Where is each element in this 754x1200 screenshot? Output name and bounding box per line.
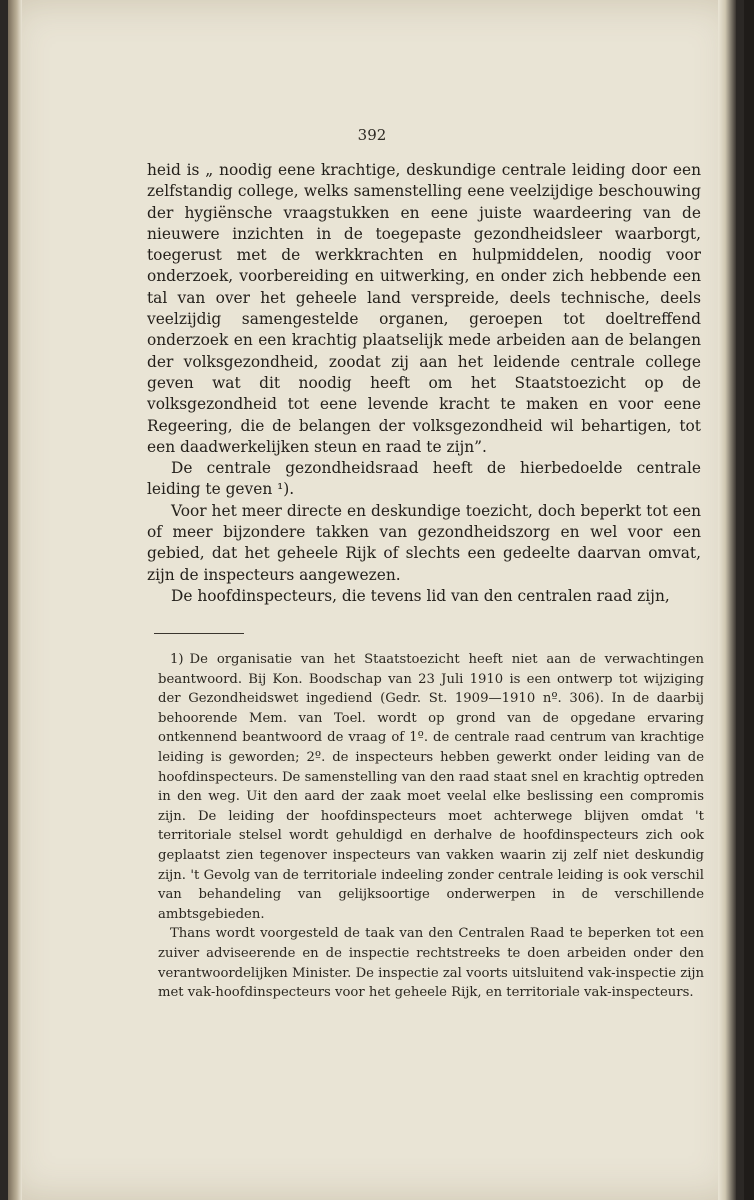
page-edge-shadow: [718, 0, 736, 1200]
scan-border: [744, 0, 754, 1200]
body-text: [147, 160, 701, 607]
page-number: 392: [357, 126, 387, 144]
footnote-text: De organisatie van het Staatstoezicht heeft niet aan de verwachtingen beantwoord. Bij Kon. Boodschap van 23 Juli 1910 is een ontwerp tot wijziging der Gezondheidswet ingediend (Gedr. St. 1909—1910 nº. 306). In de daarbij behoorende Mem. van Toel. wordt op grond van de opgedane ervaring ontkennend beantwoord de vraag of 1º. de centrale raad centrum van krachtige leiding is geworden; 2º. de inspecteurs hebben gewerkt onder leiding van de hoofdinspecteurs. De samenstelling van den raad staat snel en krachtig optreden in den weg. Uit den aard der zaak moet veelal elke beslissing een compromis zijn. De leiding der hoofdinspecteurs moet achterwege blijven omdat 't territoriale stelsel wordt gehuldigd en derhalve de hoofdinspecteurs zich ook geplaatst zien tegenover inspecteurs van vakken waarin zij zelf niet deskundig zijn. 't Gevolg van de territoriale indeeling zonder centrale leiding is ook verschil van behandeling van gelijksoortige onderwerpen in de verschillende ambtsgebieden.: [158, 652, 704, 922]
paragraph-chief-inspectors: De hoofdinspecteurs, die tevens lid van den centralen raad zijn,: [171, 586, 670, 605]
book-binding-edge: [8, 0, 22, 1200]
paragraph-continuation: heid is „ noodig eene krachtige, deskundige centrale leiding door een zelfstandig college, welks samenstelling eene veelzijdige beschouwing der hygiënsche vraagstukken en eene juiste waardeering van de nieuwere inzichten in de toegepaste gezondheidsleer waarborgt, toegerust met de werkkrachten en hulpmiddelen, noodig voor onderzoek, voorbereiding en uitwerking, en onder zich hebbende een tal van over het geheele land verspreide, deels technische, deels veelzijdig samengestelde organen, geroepen tot doeltreffend onderzoek en een krachtig plaatselijk mede arbeiden aan de belangen der volksgezondheid, zoodat zij aan het leidende centrale college geven wat dit noodig heeft om het Staatstoezicht op de volksgezondheid tot eene levende kracht te maken en voor eene Regeering, die de belangen der volksgezondheid wil behartigen, tot een daadwerkelijken steun en raad te zijn”.: [147, 161, 701, 456]
footnote-paragraph: Thans wordt voorgesteld de taak van den Centralen Raad te beperken tot een zuiver adviseerende en de inspectie rechtstreeks te doen arbeiden onder den verantwoordelijken Minister. De inspectie zal voorts uitsluitend vak-inspectie zijn met vak-hoofdinspecteurs voor het geheele Rijk, en territoriale vak-inspecteurs.: [158, 926, 704, 1001]
footnote-marker: 1): [170, 652, 184, 667]
paragraph-central-council: De centrale gezondheidsraad heeft de hierbedoelde centrale leiding te geven ¹).: [147, 459, 701, 499]
footnote-paragraph: [158, 650, 704, 924]
footnote: [158, 650, 704, 1003]
paragraph-inspectors: Voor het meer directe en deskundige toezicht, doch beperkt tot een of meer bijzondere takken van gezondheidszorg en wel voor een gebied, dat het geheele Rijk of slechts een gedeelte daarvan omvat, zijn de inspecteurs aangewezen.: [147, 501, 701, 584]
page-sheet: [8, 0, 736, 1200]
footnote-separator: [154, 633, 244, 634]
